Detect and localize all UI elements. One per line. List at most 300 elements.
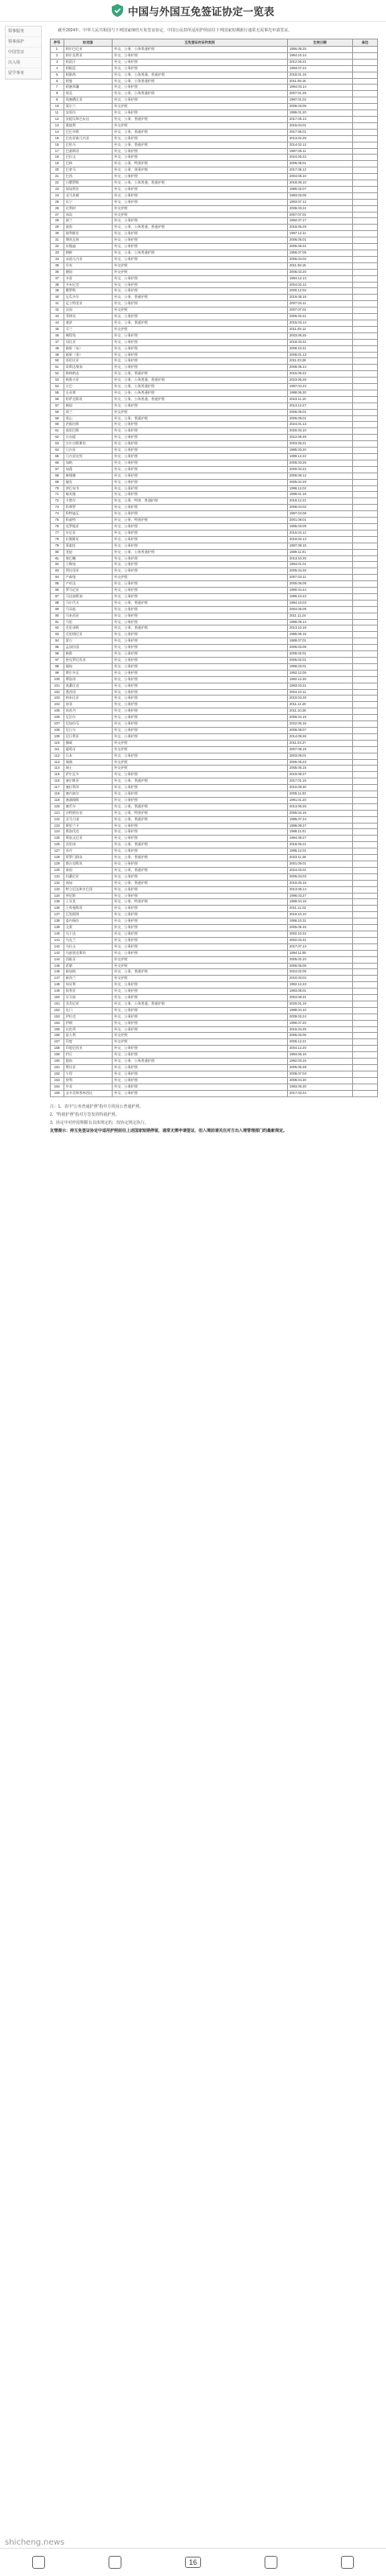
row-effective-date: 2002.10.22 [287,931,352,937]
watermark: shicheng.news [5,2538,65,2547]
row-number: 7 [51,85,64,91]
row-remark [352,1071,377,1077]
table-row [51,65,378,72]
row-country: 丹麦 [64,262,112,269]
row-remark [352,237,377,244]
row-effective-date: 1989.02.07 [287,186,352,192]
row-number: 105 [51,708,64,715]
row-remark [352,301,377,308]
row-effective-date: 2006.08.31 [287,244,352,250]
row-passport-types: 外交、公务护照 [112,511,287,518]
row-remark [352,536,377,543]
row-number: 124 [51,829,64,836]
row-effective-date: 1993.03.21 [287,683,352,689]
row-country: 南非 [64,702,112,708]
row-effective-date: 2006.04.19 [287,715,352,721]
row-effective-date: 2013.06.26 [287,803,352,810]
row-remark [352,435,377,441]
row-remark [352,785,377,791]
row-country: 科摩罗 [64,505,112,511]
row-effective-date: 1997.01.02 [287,97,352,104]
row-effective-date: 2005.02.01 [287,658,352,664]
table-row [51,1090,378,1096]
row-passport-types: 外交、公务护照 [112,651,287,658]
row-number: 29 [51,225,64,231]
row-remark [352,708,377,715]
row-effective-date: 2000.12.02 [287,288,352,295]
row-passport-types: 外交、公务、领事护照 [112,167,287,174]
row-remark [352,632,377,638]
row-passport-types: 外交、公务护照 [112,275,287,282]
table-row [51,167,378,174]
row-remark [352,740,377,746]
row-number: 3 [51,59,64,65]
row-effective-date: 2018.05.21 [287,842,352,848]
row-effective-date: 2008.04.30 [287,1077,352,1084]
row-country: 巴哈马 [64,142,112,148]
table-row [51,638,378,645]
row-remark [352,943,377,950]
row-country: 阿尔巴尼亚 [64,47,112,53]
row-country: 尼泊尔 [64,715,112,721]
row-passport-types: 外交护照 [112,326,287,332]
row-remark [352,116,377,122]
row-effective-date: 2006.05.01 [287,237,352,244]
row-effective-date: 1993.07.12 [287,199,352,205]
sidebar [5,26,42,80]
row-passport-types: 外交、公务护照 [112,606,287,613]
row-remark [352,575,377,581]
row-remark [352,613,377,619]
table-row [51,110,378,117]
row-remark [352,549,377,555]
table-row [51,581,378,588]
row-passport-types: 外交护照 [112,766,287,772]
row-passport-types: 外交、公务护照 [112,919,287,925]
row-passport-types: 外交、公务、公务普通护照 [112,1059,287,1065]
row-passport-types: 外交、公务护照 [112,950,287,956]
row-number: 65 [51,454,64,460]
row-country: 乌兹别克斯坦 [64,950,112,956]
row-country: 巴基斯坦 [64,148,112,155]
row-number: 36 [51,269,64,275]
table-row [51,320,378,326]
row-number: 142 [51,943,64,950]
row-number: 157 [51,1039,64,1046]
row-country: 毛里塔尼亚 [64,632,112,638]
row-country: 拉脱维亚 [64,536,112,543]
row-number: 47 [51,339,64,345]
row-remark [352,454,377,460]
row-effective-date: 2004.10.11 [287,689,352,696]
row-country: 多米尼克 [64,282,112,288]
table-row [51,1026,378,1033]
row-number: 106 [51,715,64,721]
row-number: 20 [51,167,64,174]
table-row [51,466,378,473]
row-number: 51 [51,365,64,371]
row-passport-types: 外交、公务护照 [112,645,287,651]
table-row [51,943,378,950]
row-effective-date: 2008.04.02 [287,505,352,511]
row-remark [352,906,377,912]
row-effective-date: 2018.12.21 [287,498,352,505]
row-passport-types: 外交、公务护照 [112,925,287,931]
row-remark [352,625,377,632]
row-remark [352,308,377,314]
row-remark [352,91,377,97]
row-number: 148 [51,982,64,989]
menu-icon[interactable] [265,2556,277,2569]
row-number: 16 [51,142,64,148]
row-passport-types: 外交、公务、普通护照 [112,625,287,632]
table-row [51,950,378,956]
row-passport-types: 外交、公务护照 [112,581,287,588]
row-number: 5 [51,72,64,78]
row-number: 126 [51,842,64,848]
row-effective-date: 2008.07.03 [287,1071,352,1077]
row-country: 埃及 [64,91,112,97]
row-remark [352,473,377,479]
table-row [51,148,378,155]
row-country: 荷兰 [64,409,112,415]
row-number: 72 [51,498,64,505]
row-country: 波兰 [64,218,112,225]
table-row [51,568,378,575]
row-country: 巴巴多斯 [64,129,112,135]
row-number: 17 [51,148,64,155]
row-remark [352,638,377,645]
table-row [51,912,378,919]
row-effective-date: 2005.04.29 [287,479,352,485]
row-country: 塞舌尔 [64,803,112,810]
row-passport-types: 外交、公务、公务普通、普通护照 [112,396,287,402]
row-remark [352,1059,377,1065]
row-effective-date: 2017.03.24 [287,1090,352,1096]
sidebar-item[interactable]: 留学事务 [6,68,41,79]
row-remark [352,371,377,378]
row-country: 新加坡 [64,969,112,976]
row-number: 4 [51,65,64,72]
row-remark [352,448,377,454]
column-header: 备注 [352,39,377,47]
column-header: 序号 [51,39,64,47]
sidebar-item[interactable]: 出入境 [6,58,41,68]
row-effective-date: 2007.03.11 [287,575,352,581]
row-passport-types: 外交、公务、公务普通、普通护照 [112,1001,287,1007]
table-row [51,969,378,976]
table-row [51,460,378,466]
table-row [51,810,378,816]
row-remark [352,205,377,212]
row-passport-types: 外交、公务护照 [112,466,287,473]
row-number: 6 [51,78,64,85]
row-passport-types: 外交、公务护照 [112,823,287,829]
row-effective-date: 2020.01.19 [287,1001,352,1007]
row-remark [352,581,377,588]
sidebar-item[interactable]: 领事保护 [6,37,41,47]
row-effective-date: 1956.08.25 [287,47,352,53]
table-row [51,803,378,810]
row-remark [352,441,377,448]
forward-icon[interactable] [109,2556,121,2569]
row-effective-date: 2006.08.01 [287,161,352,167]
table-row [51,498,378,505]
row-number: 27 [51,212,64,218]
row-effective-date: 1994.03.14 [287,85,352,91]
row-passport-types: 外交、公务、普通护照 [112,855,287,861]
row-effective-date: 2014.02.12 [287,142,352,148]
row-passport-types: 外交、公务护照 [112,402,287,409]
table-row [51,365,378,371]
row-remark [352,753,377,759]
row-number: 128 [51,855,64,861]
row-passport-types: 外交、公务、公务普通护照 [112,78,287,85]
table-row [51,1033,378,1039]
row-remark [352,963,377,969]
row-remark [352,848,377,855]
row-passport-types: 外交、公务护照 [112,702,287,708]
row-passport-types: 外交、公务护照 [112,676,287,683]
row-number: 163 [51,1077,64,1084]
page-title: 中国与外国互免签证协定一览表 [127,5,274,18]
row-remark [352,390,377,396]
table-row [51,262,378,269]
row-passport-types: 外交、公务、普通护照 [112,803,287,810]
row-passport-types: 外交护照 [112,1033,287,1039]
row-passport-types: 外交、公务、公务普通、普通护照 [112,180,287,187]
row-country: 黎巴嫩 [64,555,112,562]
row-remark [352,1020,377,1026]
row-remark [352,505,377,511]
row-effective-date: 1995.06.16 [287,632,352,638]
row-number: 56 [51,396,64,402]
row-passport-types: 外交、公务护照 [112,59,287,65]
row-country: 瓦努阿图 [64,912,112,919]
row-country: 阿根廷 [64,65,112,72]
visa-agreement-table [50,39,378,1097]
table-row [51,593,378,600]
row-country: 罗马尼亚 [64,588,112,594]
table-row [51,161,378,167]
table-row [51,186,378,192]
row-remark [352,912,377,919]
row-passport-types: 外交、公务护照 [112,492,287,498]
row-remark [352,59,377,65]
row-effective-date: 2006.09.01 [287,415,352,422]
row-number: 23 [51,186,64,192]
table-row [51,174,378,180]
row-effective-date: 1998.03.01 [287,663,352,670]
row-passport-types: 外交、公务护照 [112,186,287,192]
table-row [51,1077,378,1084]
row-passport-types: 外交、公务护照 [112,441,287,448]
row-number: 13 [51,122,64,129]
row-number: 45 [51,326,64,332]
row-country: 斯洛文尼亚 [64,836,112,842]
row-passport-types: 外交、公务护照 [112,65,287,72]
row-effective-date: 2002.03.31 [287,937,352,943]
row-country: 土耳其 [64,899,112,906]
table-row [51,772,378,778]
table-row [51,295,378,301]
row-effective-date: 1989.07.01 [287,638,352,645]
row-effective-date: 2003.06.25 [287,332,352,339]
row-effective-date: 2006.03.22 [287,205,352,212]
row-country: 卢旺达 [64,581,112,588]
row-passport-types: 外交、公务护照 [112,174,287,180]
row-effective-date: 2006.06.01 [287,409,352,415]
table-row [51,1065,378,1071]
row-remark [352,85,377,91]
row-remark [352,899,377,906]
table-row [51,448,378,454]
row-country: 西班牙 [64,956,112,963]
row-passport-types: 外交、公务护照 [112,663,287,670]
sidebar-item[interactable]: 领事服务 [6,27,41,37]
table-row [51,332,378,339]
row-number: 21 [51,174,64,180]
row-number: 81 [51,555,64,562]
row-number: 85 [51,581,64,588]
row-country: 匈牙利 [64,982,112,989]
table-row [51,479,378,485]
row-effective-date: 2011.12.20 [287,702,352,708]
table-row [51,1001,378,1007]
row-passport-types: 外交护照 [112,759,287,766]
row-remark [352,320,377,326]
sidebar-item[interactable]: 中国签证 [6,47,41,58]
row-country: 孟加拉国 [64,645,112,651]
row-passport-types: 外交、公务护照 [112,332,287,339]
row-number: 140 [51,931,64,937]
row-passport-types: 外交、公务护照 [112,836,287,842]
row-effective-date: 2019.09.27 [287,772,352,778]
row-remark [352,155,377,161]
row-passport-types: 外交、公务护照 [112,523,287,530]
row-passport-types: 外交、公务护照 [112,829,287,836]
row-passport-types: 外交、公务、普通护照 [112,129,287,135]
row-remark [352,778,377,785]
row-passport-types: 外交护照 [112,956,287,963]
row-remark [352,192,377,199]
row-remark [352,797,377,803]
row-effective-date: 2005.06.09 [287,581,352,588]
row-country: 安提瓜和巴布达 [64,116,112,122]
row-remark [352,466,377,473]
row-remark [352,950,377,956]
row-number: 49 [51,352,64,358]
table-row [51,1059,378,1065]
row-remark [352,167,377,174]
row-number: 86 [51,588,64,594]
row-effective-date: 1992.12.05 [287,670,352,676]
row-country: 几内亚 [64,448,112,454]
row-passport-types: 外交、公务护照 [112,1077,287,1084]
row-effective-date: 2006.01.13 [287,352,352,358]
row-remark [352,485,377,492]
row-passport-types: 外交、公务、特别护照 [112,518,287,524]
row-remark [352,873,377,880]
row-effective-date: 1989.11.01 [287,549,352,555]
row-number: 147 [51,976,64,982]
row-effective-date: 1993.08.01 [287,989,352,995]
row-effective-date: 2003.09.01 [287,753,352,759]
table-row [51,180,378,187]
row-passport-types: 外交、公务护照 [112,473,287,479]
row-number: 73 [51,505,64,511]
row-remark [352,925,377,931]
row-country: 乌克兰 [64,937,112,943]
table-row [51,600,378,606]
row-country: 肯尼亚 [64,530,112,536]
table-row [51,523,378,530]
row-effective-date: 1998.11.01 [287,829,352,836]
row-country: 斯洛伐克 [64,829,112,836]
row-effective-date: 2005.02.10 [287,956,352,963]
row-number: 84 [51,575,64,581]
table-row [51,989,378,995]
row-passport-types: 外交、公务护照 [112,906,287,912]
row-number: 78 [51,536,64,543]
row-effective-date: 1985.07.24 [287,816,352,823]
row-country: 希腊 [64,963,112,969]
row-number: 42 [51,308,64,314]
row-passport-types: 外交、公务、普通护照 [112,867,287,873]
table-row [51,588,378,594]
row-country: 缅甸 [64,663,112,670]
row-country: 巴西 [64,174,112,180]
row-number: 135 [51,899,64,906]
row-effective-date: 2018.03.31 [287,339,352,345]
row-passport-types: 外交、公务护照 [112,448,287,454]
row-country: 圭亚那 [64,390,112,396]
row-passport-types: 外交、公务护照 [112,345,287,352]
row-effective-date: 2004.06.09 [287,606,352,613]
row-remark [352,352,377,358]
table-row [51,1007,378,1013]
row-effective-date: 1996.03.27 [287,893,352,899]
row-passport-types: 外交、公务护照 [112,1052,287,1059]
row-passport-types: 外交、公务护照 [112,931,287,937]
row-number: 109 [51,733,64,740]
table-row [51,505,378,511]
row-number: 43 [51,314,64,320]
page-count-button[interactable]: 16 [185,2557,201,2568]
table-row [51,237,378,244]
row-country: 哥斯达黎加 [64,365,112,371]
row-remark [352,683,377,689]
row-remark [352,1077,377,1084]
row-country: 摩洛哥 [64,676,112,683]
row-remark [352,511,377,518]
row-remark [352,555,377,562]
row-effective-date: 2004.02.12 [287,282,352,288]
back-icon[interactable] [32,2556,45,2569]
row-number: 110 [51,740,64,746]
row-remark [352,384,377,390]
row-number: 79 [51,543,64,549]
row-remark [352,231,377,237]
home-icon[interactable] [341,2556,354,2569]
row-remark [352,829,377,836]
table-row [51,225,378,231]
table-row [51,97,378,104]
table-row [51,441,378,448]
row-number: 111 [51,746,64,753]
table-row [51,384,378,390]
table-row [51,906,378,912]
